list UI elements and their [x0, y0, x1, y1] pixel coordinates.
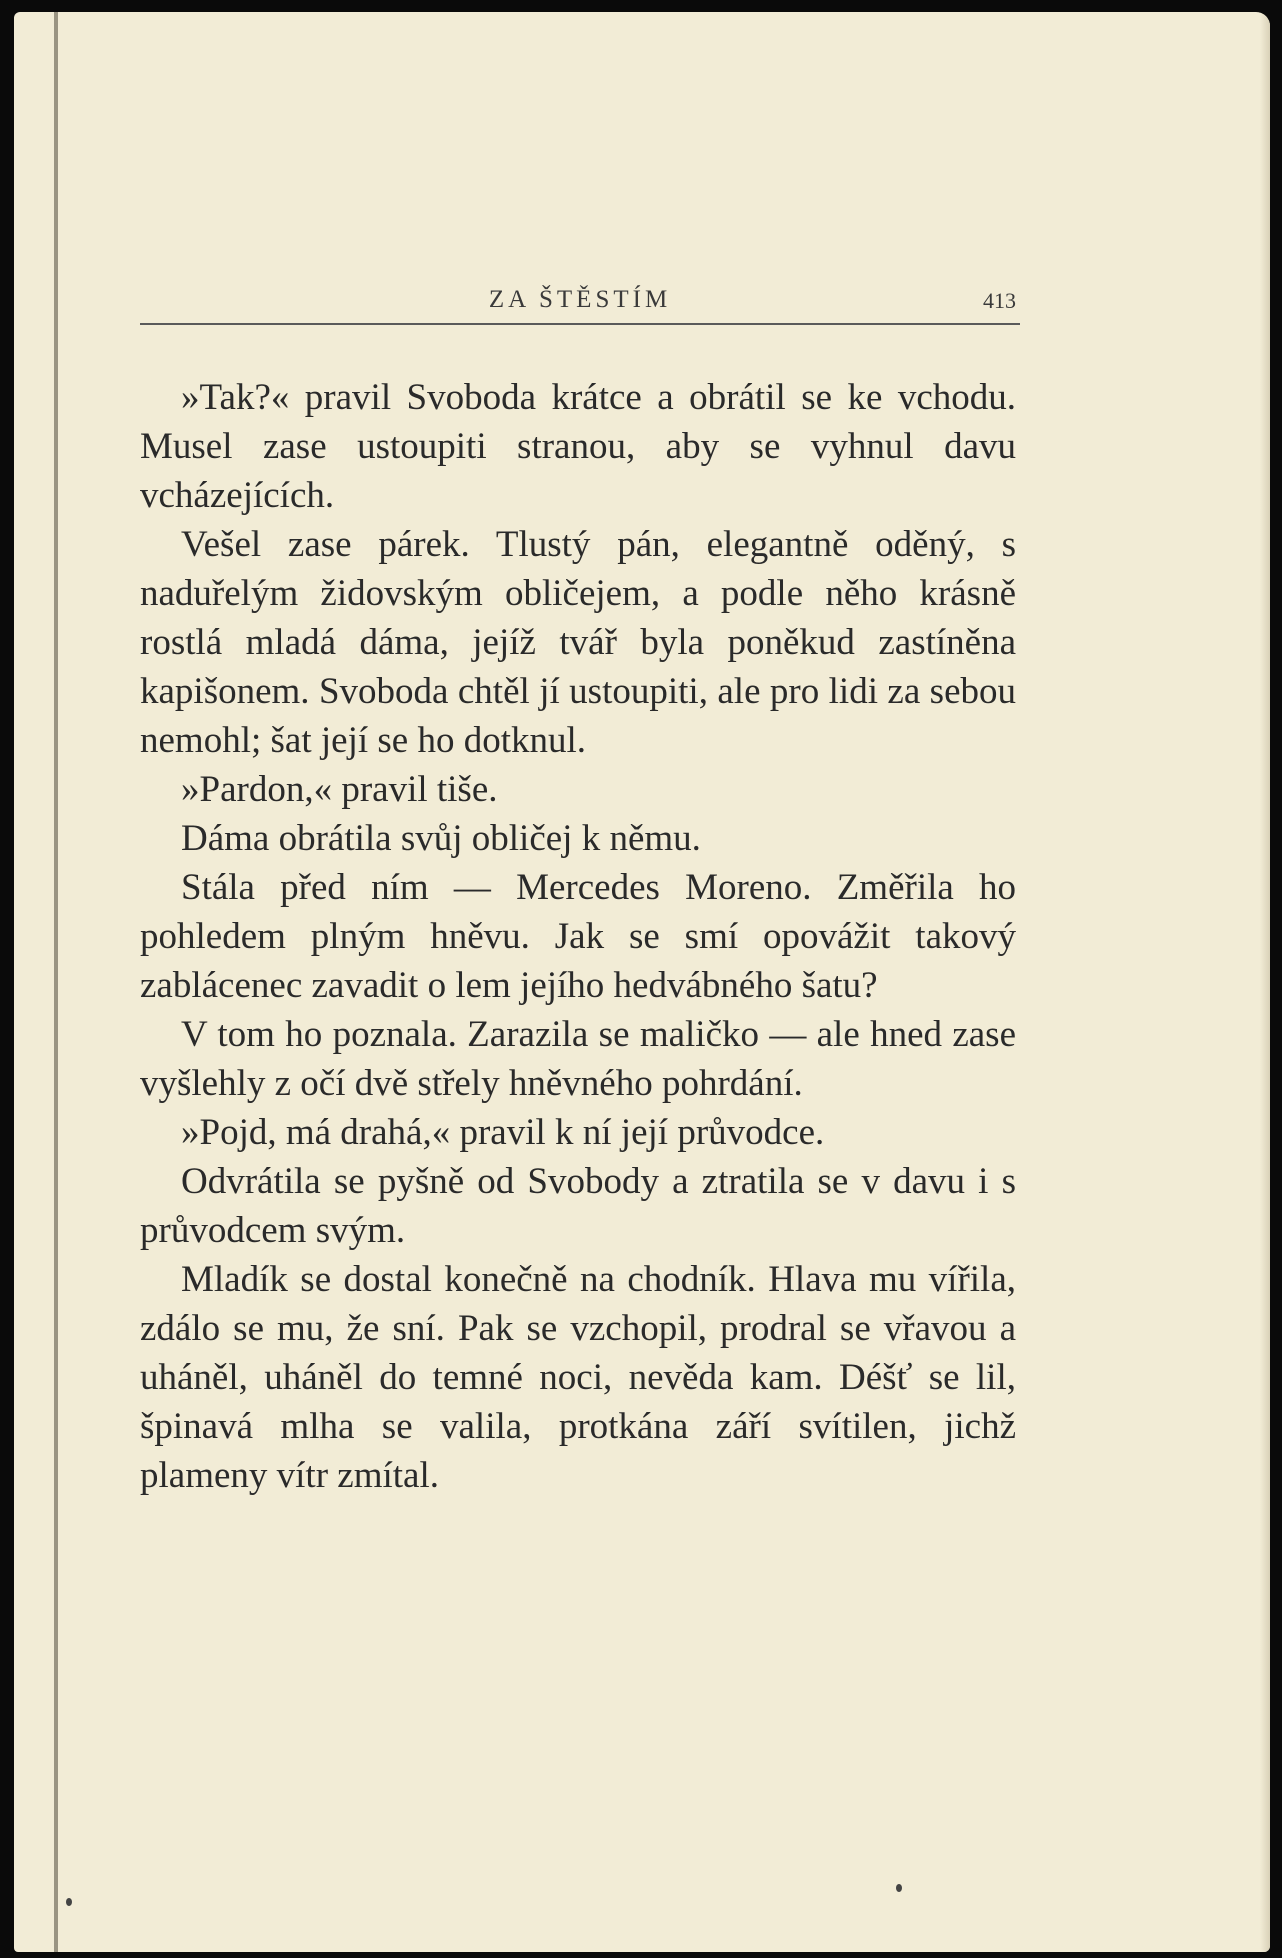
running-title: ZA ŠTĚSTÍM — [488, 286, 672, 313]
page-edge — [1260, 12, 1270, 1952]
page-number: 413 — [983, 288, 1016, 313]
paragraph: Dáma obrátila svůj obličej k němu. — [181, 818, 701, 859]
header-rule — [140, 323, 1020, 325]
paragraph: Stála před ním — Mercedes Moreno. Změřila ho pohledem plným hněvu. Jak se smí opovážit takový zablácenec zavadit o lem jejího hedvábného šatu? — [140, 867, 1016, 1006]
body-text — [140, 373, 1016, 1500]
paragraph: V tom ho poznala. Zarazila se maličko — ale hned zase vyšlehly z očí dvě střely hněvného pohrdání. — [140, 1014, 1016, 1104]
paragraph: Vešel zase párek. Tlustý pán, elegantně oděný, s naduřelým židovským obličejem, a podle něho krásně rostlá mladá dáma, jejíž tvář byla poněkud zastíněna kapišonem. Svoboda chtěl jí ustoupiti, ale pro lidi za sebou nemohl; šat její se ho dotknul. — [140, 524, 1016, 761]
book-page — [14, 12, 1270, 1952]
spine-edge — [54, 12, 58, 1952]
ink-speck — [896, 1884, 902, 1892]
paragraph: Odvrátila se pyšně od Svobody a ztratila se v davu i s průvodcem svým. — [140, 1161, 1016, 1251]
paragraph: »Pojd, má drahá,« pravil k ní její průvodce. — [181, 1112, 825, 1153]
paragraph: »Pardon,« pravil tiše. — [181, 769, 498, 810]
page-header — [140, 272, 1020, 322]
paragraph: »Tak?« pravil Svoboda krátce a obrátil se ke vchodu. Musel zase ustoupiti stranou, aby se vyhnul davu vcházejících. — [140, 377, 1016, 516]
ink-speck — [66, 1898, 72, 1906]
paragraph: Mladík se dostal konečně na chodník. Hlava mu vířila, zdálo se mu, že sní. Pak se vzchopil, prodral se vřavou a uháněl, uháněl do temné noci, nevěda kam. Déšť se lil, špinavá mlha se valila, protkána září svítilen, jichž plameny vítr zmítal. — [140, 1259, 1016, 1496]
